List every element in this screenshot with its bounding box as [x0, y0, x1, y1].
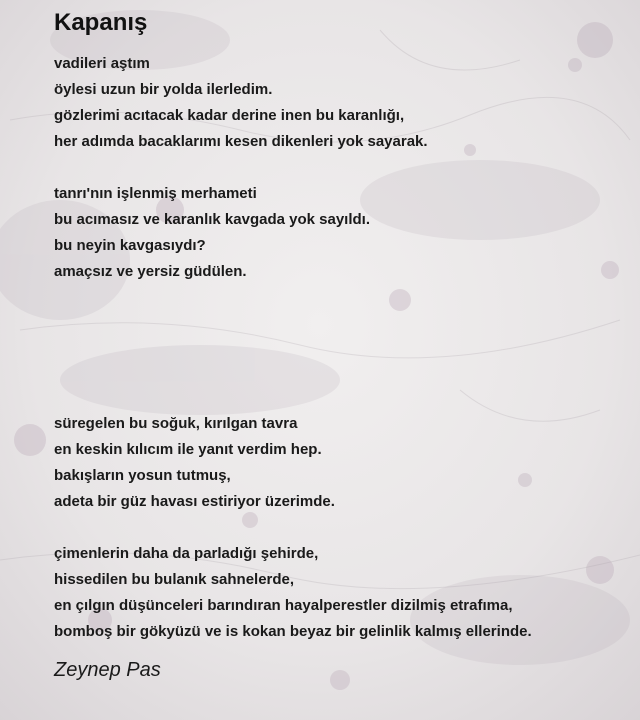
poem-line: hissedilen bu bulanık sahnelerde,	[54, 571, 295, 588]
poem-line: bu neyin kavgasıydı?	[54, 237, 206, 254]
stanza-4	[54, 541, 532, 645]
poem-line: bomboş bir gökyüzü ve is kokan beyaz bir gelinlik kalmış ellerinde.	[54, 623, 532, 640]
poem-line: çimenlerin daha da parladığı şehirde,	[54, 545, 319, 562]
poem-line: en çılgın düşünceleri barındıran hayalperestler dizilmiş etrafıma,	[54, 597, 513, 614]
poem-title: Kapanış	[54, 9, 148, 36]
stanza-1	[54, 51, 428, 155]
stanza-2	[54, 181, 370, 285]
poem-line: bakışların yosun tutmuş,	[54, 467, 231, 484]
poem-line: en keskin kılıcım ile yanıt verdim hep.	[54, 441, 322, 458]
poem-line: amaçsız ve yersiz güdülen.	[54, 263, 247, 280]
poem-line: bu acımasız ve karanlık kavgada yok sayıldı.	[54, 211, 371, 228]
poem-line: vadileri aştım	[54, 55, 150, 72]
poem-author: Zeynep Pas	[54, 659, 161, 681]
poem-line: süregelen bu soğuk, kırılgan tavra	[54, 415, 298, 432]
stanza-3	[54, 411, 335, 515]
poem-line: her adımda bacaklarımı kesen dikenleri yok sayarak.	[54, 133, 428, 150]
poem-line: tanrı'nın işlenmiş merhameti	[54, 185, 257, 202]
poem-line: öylesi uzun bir yolda ilerledim.	[54, 81, 273, 98]
poem-line: gözlerimi acıtacak kadar derine inen bu karanlığı,	[54, 107, 405, 124]
poem-line: adeta bir güz havası estiriyor üzerimde.	[54, 493, 335, 510]
